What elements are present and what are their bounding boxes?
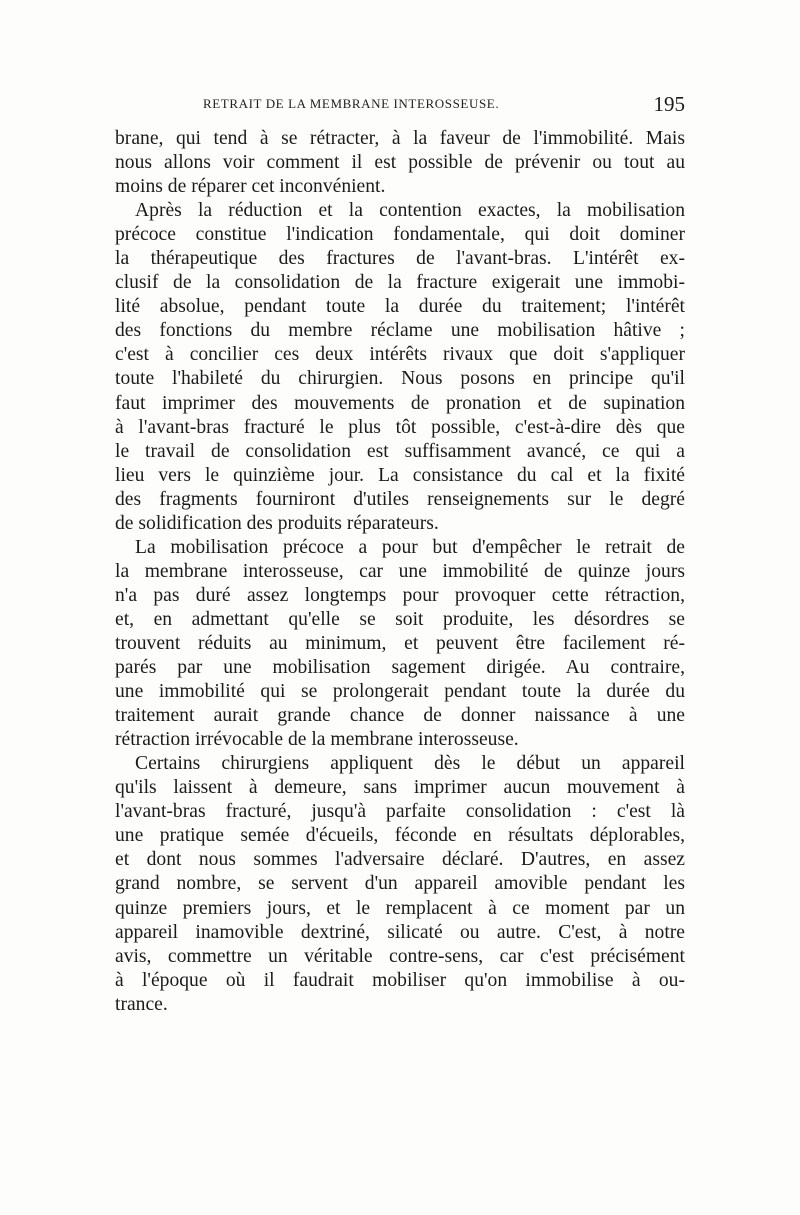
text-line: à l'époque où il faudrait mobiliser qu'on immobilise à ou- bbox=[115, 969, 685, 991]
page-header bbox=[115, 92, 685, 120]
running-title: RETRAIT DE LA MEMBRANE INTEROSSEUSE. bbox=[203, 96, 500, 111]
text-line: traitement aurait grande chance de donner naissance à une bbox=[115, 705, 685, 727]
text-line: et dont nous sommes l'adversaire déclaré. D'autres, en assez bbox=[115, 849, 685, 871]
text-line: la membrane interosseuse, car une immobilité de quinze jours bbox=[115, 560, 685, 582]
text-line: parés par une mobilisation sagement dirigée. Au contraire, bbox=[115, 657, 685, 679]
text-line: une immobilité qui se prolongerait pendant toute la durée du bbox=[115, 681, 685, 703]
text-line: nous allons voir comment il est possible de prévenir ou tout au bbox=[115, 152, 685, 174]
text-line: des fragments fourniront d'utiles renseignements sur le degré bbox=[115, 488, 685, 510]
text-line: lité absolue, pendant toute la durée du traitement; l'intérêt bbox=[115, 296, 685, 318]
text-line: grand nombre, se servent d'un appareil amovible pendant les bbox=[115, 873, 685, 895]
text-line: et, en admettant qu'elle se soit produite, les désordres se bbox=[115, 608, 685, 630]
text-line: moins de réparer cet inconvénient. bbox=[115, 176, 386, 198]
text-line: trouvent réduits au minimum, et peuvent être facilement ré- bbox=[115, 632, 685, 654]
page-number: 195 bbox=[653, 92, 685, 116]
text-line: faut imprimer des mouvements de pronation et de supination bbox=[115, 392, 685, 414]
text-line: rétraction irrévocable de la membrane interosseuse. bbox=[115, 729, 519, 751]
text-line: trance. bbox=[115, 993, 168, 1015]
text-line: une pratique semée d'écueils, féconde en résultats déplorables, bbox=[115, 825, 685, 847]
text-line: l'avant-bras fracturé, jusqu'à parfaite consolidation : c'est là bbox=[115, 801, 685, 823]
paragraph-start-line: Après la réduction et la contention exactes, la mobilisation bbox=[135, 200, 685, 222]
text-line: clusif de la consolidation de la fracture exigerait une immobi- bbox=[115, 272, 685, 294]
text-line: c'est à concilier ces deux intérêts rivaux que doit s'appliquer bbox=[115, 344, 685, 366]
text-line: de solidification des produits réparateurs. bbox=[115, 512, 439, 534]
text-line: précoce constitue l'indication fondamentale, qui doit dominer bbox=[115, 224, 685, 246]
text-line: à l'avant-bras fracturé le plus tôt possible, c'est-à-dire dès que bbox=[115, 416, 685, 438]
text-line: appareil inamovible dextriné, silicaté ou autre. C'est, à notre bbox=[115, 921, 685, 943]
text-line: n'a pas duré assez longtemps pour provoquer cette rétraction, bbox=[115, 584, 685, 606]
text-line: toute l'habileté du chirurgien. Nous posons en principe qu'il bbox=[115, 368, 685, 390]
paragraph-start-line: La mobilisation précoce a pour but d'empêcher le retrait de bbox=[135, 536, 685, 558]
text-line: brane, qui tend à se rétracter, à la faveur de l'immobilité. Mais bbox=[115, 128, 685, 149]
text-line: qu'ils laissent à demeure, sans imprimer aucun mouvement à bbox=[115, 777, 685, 799]
text-line: quinze premiers jours, et le remplacent à ce moment par un bbox=[115, 897, 685, 919]
text-line: lieu vers le quinzième jour. La consistance du cal et la fixité bbox=[115, 464, 685, 486]
text-line: des fonctions du membre réclame une mobilisation hâtive ; bbox=[115, 320, 685, 342]
text-line: le travail de consolidation est suffisamment avancé, ce qui a bbox=[115, 440, 685, 462]
paragraph-start-line: Certains chirurgiens appliquent dès le début un appareil bbox=[135, 753, 685, 775]
text-line: avis, commettre un véritable contre-sens, car c'est précisément bbox=[115, 945, 685, 967]
text-line: la thérapeutique des fractures de l'avant-bras. L'intérêt ex- bbox=[115, 248, 685, 270]
body-text bbox=[115, 127, 685, 1017]
